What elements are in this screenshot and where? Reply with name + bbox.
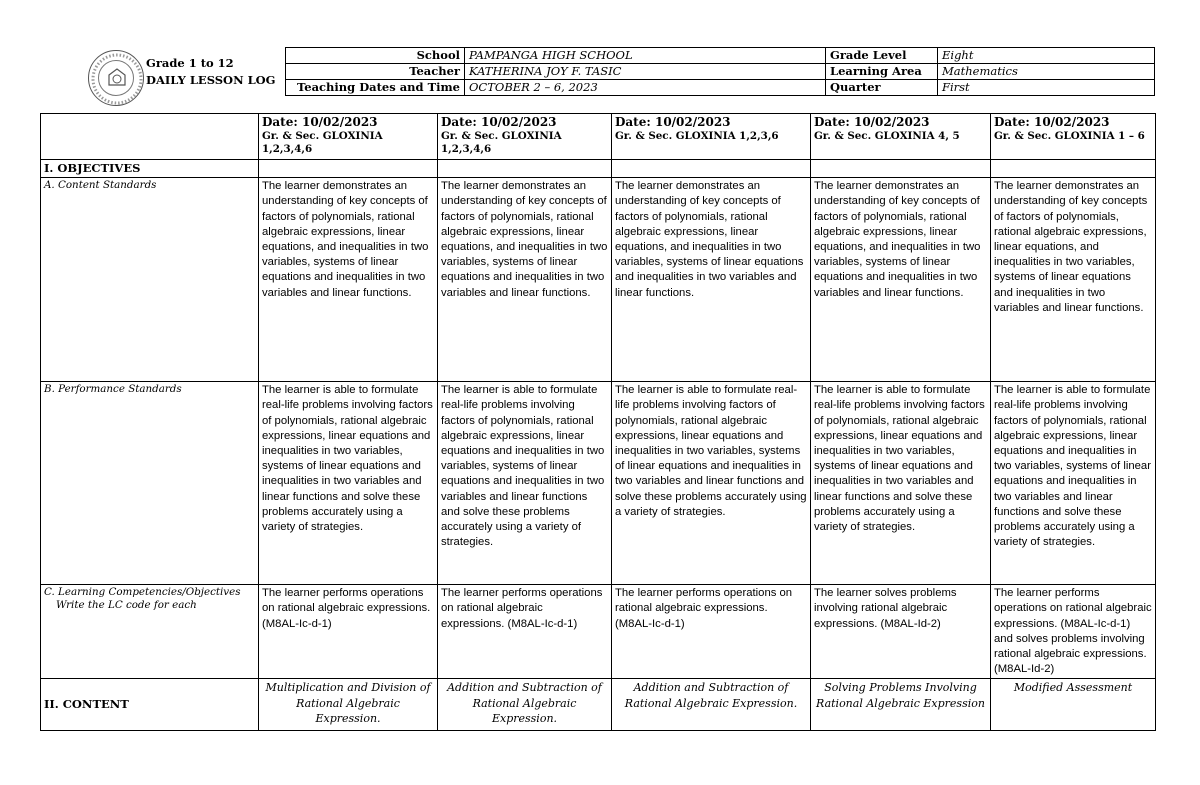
empty-cell [612,160,811,178]
competencies-label-line1: C. Learning Competencies/Objectives [44,586,241,599]
school-label: School [286,48,465,64]
content-standards-row [41,178,1156,382]
date-cell [438,114,612,160]
deped-seal-logo [88,50,144,106]
title-line-1: Grade 1 to 12 [146,56,234,70]
performance-standard-cell: The learner is able to formulate real-life problems involving factors of polynomials, rational algebraic expressions, linear equations and inequalities in two variables, systems of linear equations and inequalities in two variables and linear functions and solve these problems accurately using a variety of strategies. [259,382,438,585]
content-topic-cell: Solving Problems Involving Rational Algebraic Expression [811,679,991,731]
form-title [146,55,280,89]
date-cell [991,114,1156,160]
blank-corner-cell [41,114,259,160]
competencies-label [41,585,259,679]
content-heading: II. CONTENT [41,679,259,731]
lesson-log-table [40,113,1156,731]
performance-standards-label: B. Performance Standards [41,382,259,585]
competency-cell: The learner performs operations on rational algebraic expressions. (M8AL-Ic-d-1) and solves problems involving rational algebraic expressions. (M8AL-Id-2) [991,585,1156,679]
content-topic-cell: Modified Assessment [991,679,1156,731]
competency-cell: The learner solves problems involving rational algebraic expressions. (M8AL-Id-2) [811,585,991,679]
performance-standard-cell: The learner is able to formulate real-life problems involving factors of polynomials, rational algebraic expressions, linear equations and inequalities in two variables, systems of linear equations and inequalities in two variables and linear functions and solve these problems accurately using a variety of strategies. [811,382,991,585]
title-line-2: DAILY LESSON LOG [146,73,276,87]
grade-level-label: Grade Level [826,48,938,64]
date-label: Date: 10/02/2023 [262,115,378,129]
section-label: Gr. & Sec. GLOXINIA 1,2,3,6 [615,130,779,142]
objectives-heading: I. OBJECTIVES [41,160,259,178]
content-standard-cell: The learner demonstrates an understanding of key concepts of factors of polynomials, rational algebraic expressions, linear equations, and inequalities in two variables, systems of linear equations and inequalities in two variables and linear functions. [438,178,612,382]
date-label: Date: 10/02/2023 [814,115,930,129]
teaching-dates-label: Teaching Dates and Time [286,80,465,96]
date-cell [259,114,438,160]
section-label: Gr. & Sec. GLOXINIA 1,2,3,4,6 [441,130,562,155]
performance-standard-cell: The learner is able to formulate real-life problems involving factors of polynomials, rational algebraic expressions, linear equations and inequalities in two variables, systems of linear equations and inequalities in two variables and linear functions and solve these problems accurately using a variety of strategies. [438,382,612,585]
competency-cell: The learner performs operations on rational algebraic expressions. (M8AL-Ic-d-1) [612,585,811,679]
competency-cell: The learner performs operations on rational algebraic expressions. (M8AL-Ic-d-1) [259,585,438,679]
empty-cell [991,160,1156,178]
teacher-value: KATHERINA JOY F. TASIC [465,64,826,80]
date-label: Date: 10/02/2023 [994,115,1110,129]
competency-cell: The learner performs operations on rational algebraic expressions. (M8AL-Ic-d-1) [438,585,612,679]
content-standard-cell: The learner demonstrates an understanding of key concepts of factors of polynomials, rational algebraic expressions, linear equations, and inequalities in two variables, systems of linear equations and inequalities in two variables and linear functions. [259,178,438,382]
date-label: Date: 10/02/2023 [615,115,731,129]
teacher-label: Teacher [286,64,465,80]
content-standards-label: A. Content Standards [41,178,259,382]
performance-standards-row [41,382,1156,585]
date-cell [612,114,811,160]
quarter-label: Quarter [826,80,938,96]
content-topic-cell: Addition and Subtraction of Rational Algebraic Expression. [438,679,612,731]
objectives-row [41,160,1156,178]
section-label: Gr. & Sec. GLOXINIA 4, 5 [814,130,960,142]
content-topic-cell: Addition and Subtraction of Rational Algebraic Expression. [612,679,811,731]
content-standard-cell: The learner demonstrates an understanding of key concepts of factors of polynomials, rational algebraic expressions, linear equations, and inequalities in two variables, systems of linear equations and inequalities in two variables and linear functions. [991,178,1156,382]
school-value: PAMPANGA HIGH SCHOOL [465,48,826,64]
date-cell [811,114,991,160]
section-label: Gr. & Sec. GLOXINIA 1,2,3,4,6 [262,130,383,155]
empty-cell [811,160,991,178]
performance-standard-cell: The learner is able to formulate real-life problems involving factors of polynomials, rational algebraic expressions, linear equations and inequalities in two variables, systems of linear equations and inequalities in two variables and linear functions and solve these problems accurately using a variety of strategies. [991,382,1156,585]
teaching-dates-value: OCTOBER 2 – 6, 2023 [465,80,826,96]
header-info-table [285,47,1155,96]
content-topic-cell: Multiplication and Division of Rational Algebraic Expression. [259,679,438,731]
competencies-row [41,585,1156,679]
competencies-label-line2: Write the LC code for each [56,599,197,612]
performance-standard-cell: The learner is able to formulate real-life problems involving factors of polynomials, rational algebraic expressions, linear equations and inequalities in two variables, systems of linear equations and inequalities in two variables and linear functions and solve these problems accurately using a variety of strategies. [612,382,811,585]
section-label: Gr. & Sec. GLOXINIA 1 – 6 [994,130,1145,142]
content-standard-cell: The learner demonstrates an understanding of key concepts of factors of polynomials, rational algebraic expressions, linear equations, and inequalities in two variables, systems of linear equations and inequalities in two variables and linear functions. [811,178,991,382]
date-row [41,114,1156,160]
content-standard-cell: The learner demonstrates an understanding of key concepts of factors of polynomials, rational algebraic expressions, linear equations, and inequalities in two variables, systems of linear equations and inequalities in two variables and linear functions. [612,178,811,382]
learning-area-value: Mathematics [938,64,1155,80]
learning-area-label: Learning Area [826,64,938,80]
empty-cell [438,160,612,178]
grade-level-value: Eight [938,48,1155,64]
quarter-value: First [938,80,1155,96]
date-label: Date: 10/02/2023 [441,115,557,129]
empty-cell [259,160,438,178]
content-row [41,679,1156,731]
